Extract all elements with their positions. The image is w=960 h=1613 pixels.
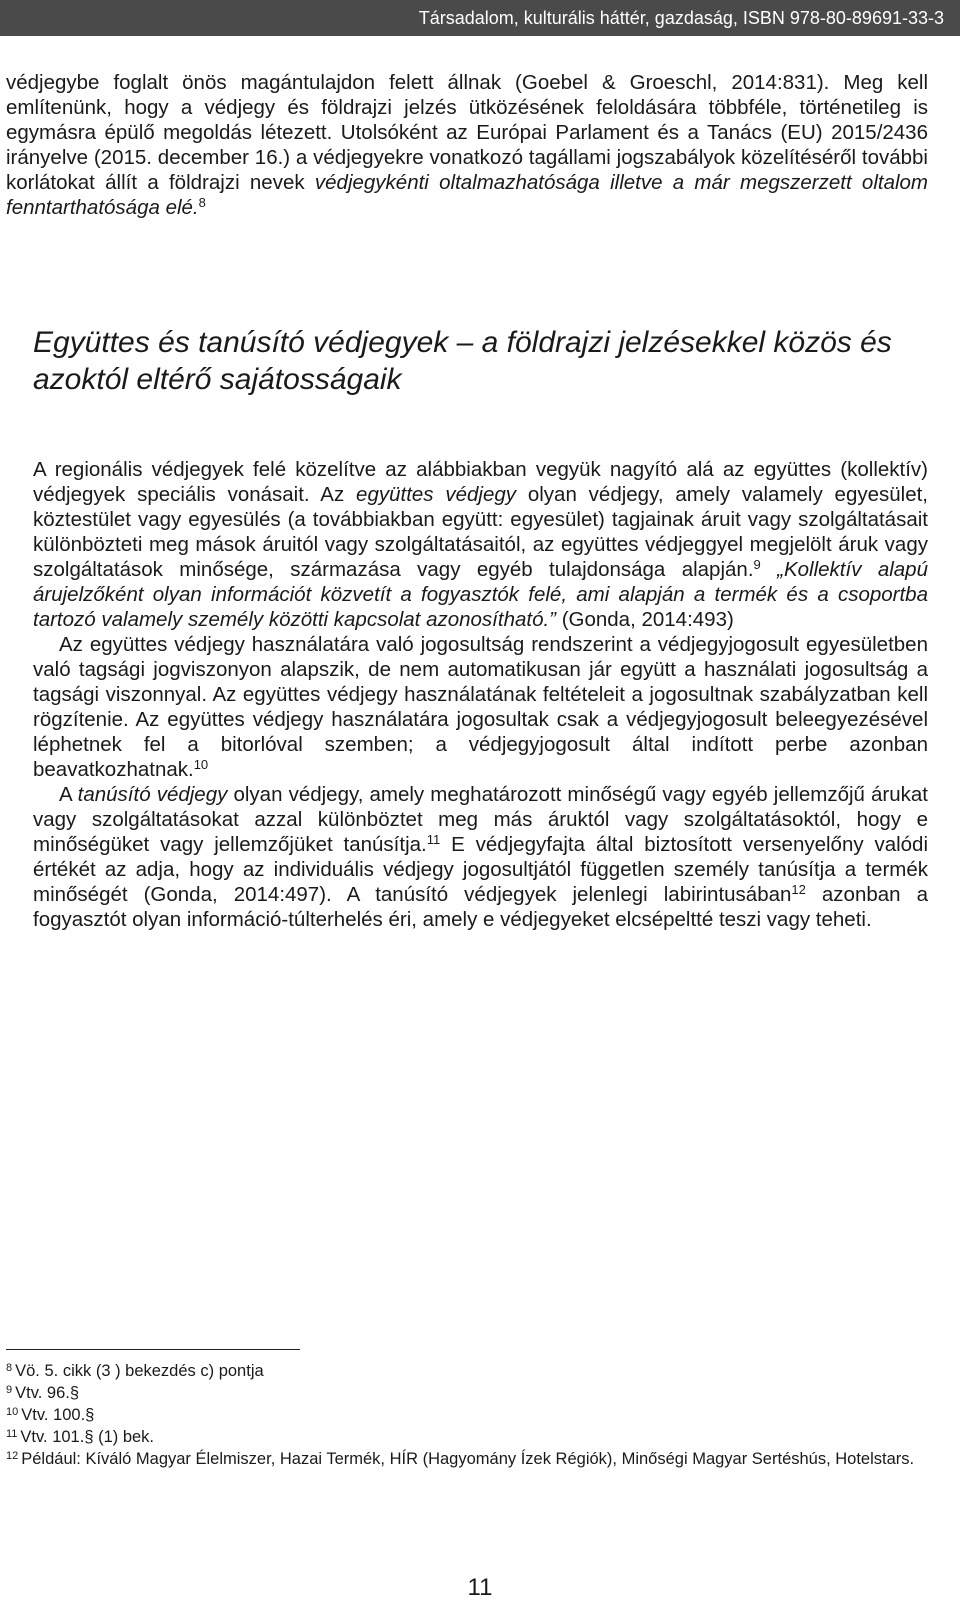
page-number: 11 — [467, 1574, 493, 1601]
footnote-number: 8 — [6, 1362, 13, 1374]
p1-quote: „Kollektív alapú árujelzőként olyan információt közvetít a fogyasztók felé, ami alapján a termék és a csoportba tartozó valamely személy közötti kapcsolat azonosítható.” — [33, 558, 928, 631]
running-header: Társadalom, kulturális háttér, gazdaság, ISBN 978-80-89691-33-3 — [0, 0, 960, 36]
paragraph-usage-rights — [33, 632, 928, 782]
footnote-text: Vtv. 101.§ (1) bek. — [20, 1428, 155, 1446]
p3-text-2: olyan védjegy, amely meghatározott minőségű vagy egyéb jellemzőjű árukat vagy szolgáltatásokat azzal különböztet meg más áruktól vagy szolgáltatásoktól, hogy e minőségüket vagy jellemzőjüket tanúsítja. — [33, 783, 929, 856]
footnote-12 — [6, 1448, 928, 1470]
intro-text: védjegybe foglalt önös magántulajdon felett állnak (Goebel & Groeschl, 2014:831). Meg kell említenünk, hogy a védjegy és földrajzi jelzés ütközésének feloldására többféle, történetileg is egymásra épülő megoldás létezett. Utolsóként az Európai Parlament és a Tanács (EU) 2015/2436 irányelve (2015. december 16.) a védjegyekre vonatkozó tagállami jogszabályok közelítéséről további korlátokat állít a földrajzi nevek — [6, 71, 928, 194]
footnote-ref-8[interactable]: 8 — [198, 195, 206, 210]
footnote-9 — [6, 1382, 928, 1404]
paragraph-certification-marks — [33, 782, 928, 932]
intro-italic: védjegykénti oltalmazhatósága illetve a már megszerzett oltalom fenntarthatósága elé. — [6, 171, 929, 219]
footnote-number: 12 — [6, 1450, 19, 1462]
footnote-text: Például: Kíváló Magyar Élelmiszer, Hazai Termék, HÍR (Hagyomány Ízek Régiók), Minőségi Magyar Sertéshús, Hotelstars. — [21, 1450, 915, 1468]
p1-text-1: A regionális védjegyek felé közelítve az alábbiakban vegyük nagyító alá az együttes (kollektív) védjegyek speciális vonásait. Az — [33, 458, 928, 506]
footnote-8 — [6, 1360, 928, 1382]
footnote-11 — [6, 1426, 928, 1448]
p1-citation: (Gonda, 2014:493) — [556, 608, 734, 631]
footnote-number: 9 — [6, 1384, 13, 1396]
paragraph-collective-marks — [33, 457, 928, 632]
footnotes — [6, 1360, 928, 1470]
footnote-ref-12[interactable]: 12 — [791, 882, 806, 897]
intro-paragraph — [6, 70, 928, 220]
p3-text-1: A — [59, 783, 78, 806]
footnote-text: Vö. 5. cikk (3 ) bekezdés c) pontja — [15, 1362, 264, 1380]
section-heading: Együttes és tanúsító védjegyek – a földrajzi jelzésekkel közös és azoktól eltérő sajátosságaik — [33, 326, 892, 396]
footnote-ref-10[interactable]: 10 — [193, 757, 209, 772]
footnote-text: Vtv. 96.§ — [15, 1384, 80, 1402]
footnote-ref-11[interactable]: 11 — [426, 832, 441, 847]
footnote-divider — [6, 1349, 300, 1350]
footnote-10 — [6, 1404, 928, 1426]
p2-text: Az együttes védjegy használatára való jogosultság rendszerint a védjegyjogosult egyesületben való tagsági jogviszonyon alapszik, de nem automatikusan jár együtt a használati jogosultság a tagsági viszonnyal. Az együttes védjegy használatának feltételeit a jogosultnak szabályzatban kell rögzítenie. Az együttes védjegy használatára jogosultak csak a védjegyjogosult beleegyezésével léphetnek fel a bitorlóval szemben; a védjegyjogosult által indított perbe azonban beavatkozhatnak. — [33, 633, 928, 781]
footnote-text: Vtv. 100.§ — [21, 1406, 95, 1424]
p1-text-2: olyan védjegy, amely valamely egyesület, köztestület vagy egyesülés (a továbbiakban együtt: egyesület) tagjainak áruit vagy szolgáltatásait különbözteti meg mások áruitól vagy szolgáltatásaitól, az együttes védjeggyel megjelölt áruk vagy szolgáltatások minősége, származása vagy egyéb tulajdonsága alapján. — [33, 483, 928, 581]
footnote-number: 10 — [6, 1406, 19, 1418]
p3-text-4: azonban a fogyasztót olyan információ-túlterhelés éri, amely e védjegyeket elcsépeltté teszi vagy teheti. — [33, 883, 928, 931]
p1-italic-1: együttes védjegy — [356, 483, 517, 506]
p3-italic: tanúsító védjegy — [77, 783, 228, 806]
main-body — [33, 457, 928, 932]
p3-text-3: E védjegyfajta által biztosított versenyelőny valódi értékét az adja, hogy az individuális védjegy jogosultjától független személy tanúsítja a termék minőségét (Gonda, 2014:497). A tanúsító védjegyek jelenlegi labirintusában — [33, 833, 929, 906]
footnote-ref-9[interactable]: 9 — [753, 557, 761, 572]
footnote-number: 11 — [6, 1428, 18, 1440]
